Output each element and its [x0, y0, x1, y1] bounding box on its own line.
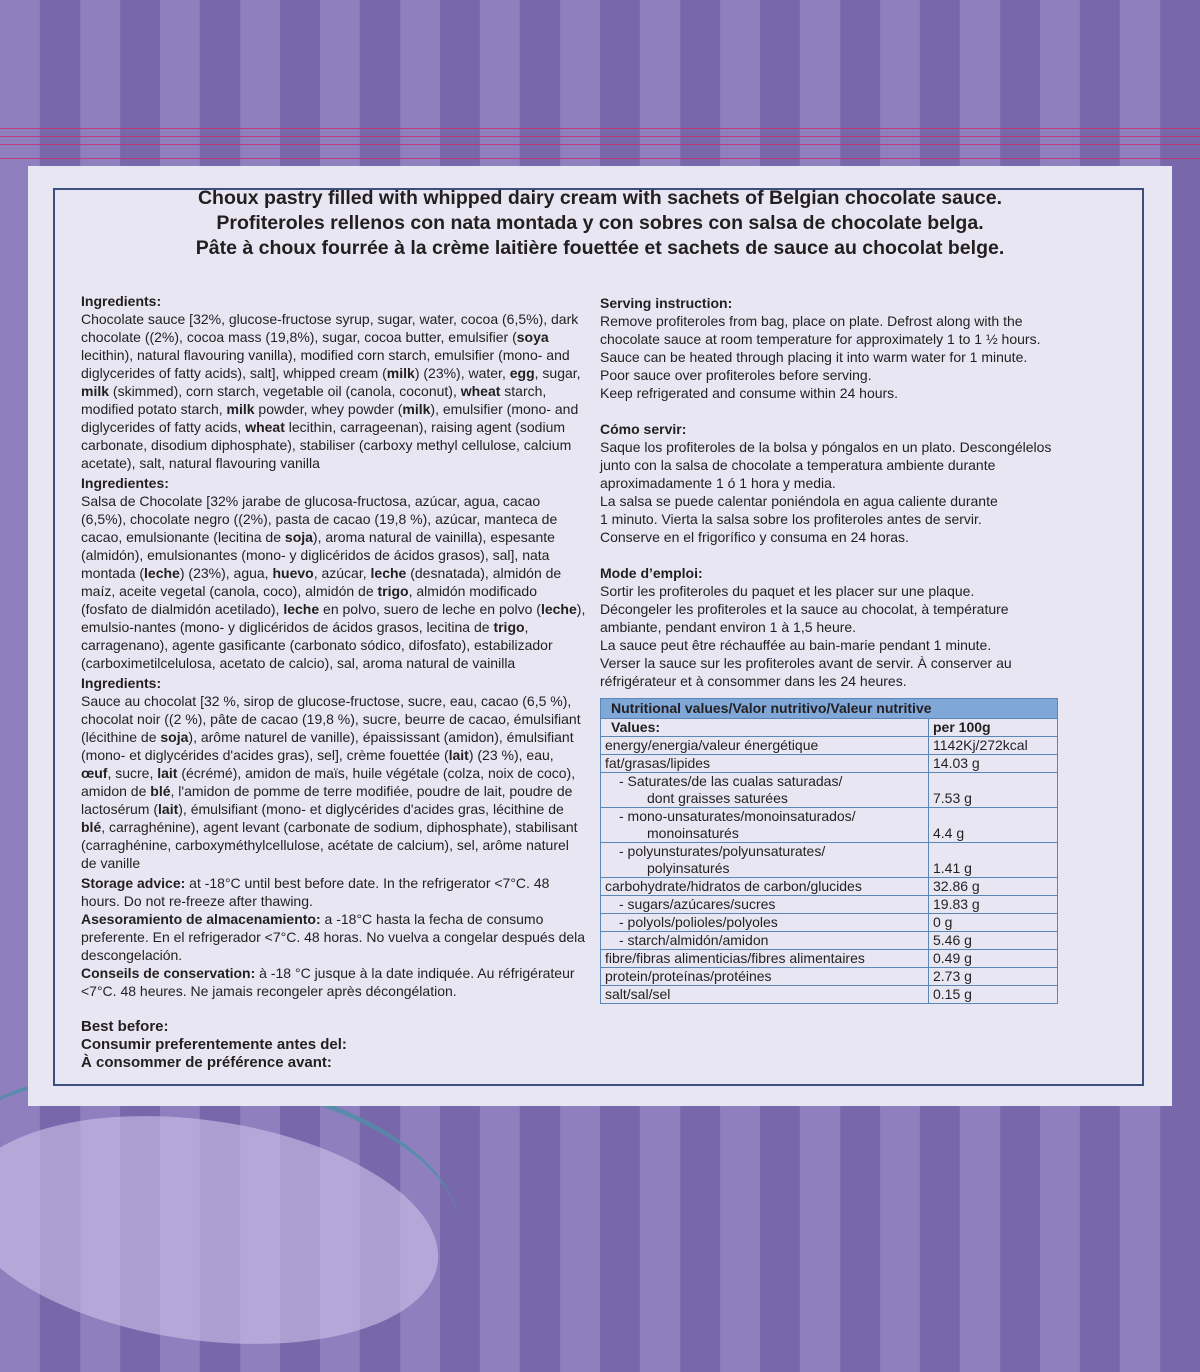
ingredients-fragment: ) (23%), agua, — [179, 565, 273, 581]
nutrient-label-cont: polyinsaturés — [647, 860, 730, 876]
ingredients-fragment: ), emulsifier (mono- and diglycerides of fatty acids, — [81, 401, 579, 435]
nutrient-name — [601, 950, 929, 968]
ingredients-fragment: ), aroma natural de vainilla), espesante (almidón), emulsionantes (mono- y diglicéridos de ácidos grasos), sal], nata montada ( — [81, 529, 555, 581]
ingredients-fragment: , azúcar, — [313, 565, 371, 581]
nutrient-value: 1142Kj/272kcal — [929, 737, 1058, 755]
allergen: milk — [386, 365, 415, 381]
nutrient-label: protein/proteínas/protéines — [605, 968, 772, 984]
nutrition-row — [601, 932, 1058, 950]
nutrition-row — [601, 950, 1058, 968]
nutrient-value: 0.49 g — [929, 950, 1058, 968]
allergen: leche — [540, 601, 577, 617]
nutrient-label: - sugars/azúcares/sucres — [619, 896, 776, 912]
nutrient-label: - Saturates/de las cualas saturadas/ — [619, 773, 843, 789]
allergen: milk — [81, 383, 110, 399]
nutrient-label-cont: dont graisses saturées — [647, 790, 788, 806]
serving-block — [600, 420, 1070, 546]
best-before-es: Consumir preferentemente antes del: — [81, 1036, 347, 1053]
ingredients-fragment: Salsa de Chocolate [32% jarabe de glucosa-fructosa, azúcar, agua, cacao (6,5%), chocolate negro ((2%), pasta de cacao (19,8 %), azúcar, manteca de cacao, emulsionante (lecitina de — [81, 493, 558, 545]
ingredients-fragment: en polvo, suero de leche en polvo ( — [319, 601, 541, 617]
ingredients-fragment: starch, modified potato starch, — [81, 383, 547, 417]
nutrient-value: 32.86 g — [929, 878, 1058, 896]
allergen: œuf — [81, 765, 108, 781]
nutrient-name — [601, 896, 929, 914]
ingredients-blocks — [81, 292, 586, 872]
nutrition-row — [601, 808, 1058, 843]
nutrient-label: salt/sal/sel — [605, 986, 671, 1002]
nutrient-value: 4.4 g — [929, 808, 1058, 843]
allergen: huevo — [272, 565, 314, 581]
ingredients-fragment: , carragenano), agente gasificante (carbonato sódico, difosfato), estabilizador (carboximetilcelulosa, acetato de calcio), sal, aroma natural de vainilla — [81, 619, 553, 671]
ingredients-fragment: , almidón modificado (fosfato de dialmidón acetilado), — [81, 583, 538, 617]
nutrient-label: carbohydrate/hidratos de carbon/glucides — [605, 878, 862, 894]
nutrient-value: 19.83 g — [929, 896, 1058, 914]
nutrient-label: fat/grasas/lipides — [605, 755, 711, 771]
storage-en: Storage advice: at -18°C until best before date. In the refrigerator <7°C. 48 hours. Do not re-freeze after thawing. — [81, 875, 550, 909]
storage-advice — [81, 874, 586, 1000]
nutrient-label: fibre/fibras alimenticias/fibres alimentaires — [605, 950, 865, 966]
best-before-en: Best before: — [81, 1018, 169, 1035]
nutrient-name — [601, 986, 929, 1004]
serving-line: Saque los profiteroles de la bolsa y póngalos en un plato. Descongélelos — [600, 439, 1052, 455]
allergen: milk — [226, 401, 255, 417]
ingredients-text — [81, 492, 586, 672]
serving-line: Sortir les profiteroles du paquet et les placer sur une plaque. — [600, 583, 975, 599]
nutrition-row — [601, 986, 1058, 1004]
serving-heading: Serving instruction: — [600, 295, 733, 311]
ingredients-heading: Ingredientes: — [81, 475, 169, 491]
nutrient-name — [601, 843, 929, 878]
serving-line: Keep refrigerated and consume within 24 hours. — [600, 385, 899, 401]
ingredients-text — [81, 692, 586, 872]
serving-line: La salsa se puede calentar poniéndola en agua caliente durante — [600, 493, 998, 509]
nutrient-name — [601, 737, 929, 755]
serving-line: Poor sauce over profiteroles before serving. — [600, 367, 872, 383]
nutrient-value: 0.15 g — [929, 986, 1058, 1004]
nutrient-value: 2.73 g — [929, 968, 1058, 986]
allergen: blé — [150, 783, 171, 799]
right-column — [600, 294, 1070, 1004]
ingredients-fragment: ), émulsifiant (mono- et diglycérides d'acides gras, lécithine de — [178, 801, 564, 817]
serving-line: aproximadamente 1 ó 1 hora y media. — [600, 475, 836, 491]
nutrient-label: - polyols/polioles/polyoles — [619, 914, 778, 930]
allergen: lait — [448, 747, 469, 763]
serving-block — [600, 294, 1070, 402]
ingredients-fragment: ) (23%), water, — [414, 365, 510, 381]
allergen: trigo — [493, 619, 525, 635]
nutrient-label: - mono-unsaturates/monoinsaturados/ — [619, 808, 856, 824]
nutrient-name — [601, 932, 929, 950]
ingredients-fragment: Sauce au chocolat [32 %, sirop de glucose-fructose, sucre, eau, cacao (6,5 %), chocolat noir ((2 %), pâte de cacao (19,8 %), sucre, beurre de cacao, émulsifiant (lécithine de — [81, 693, 581, 745]
allergen: soja — [160, 729, 189, 745]
nutrition-table — [600, 698, 1058, 1004]
product-label — [28, 166, 1172, 1106]
best-before — [81, 1018, 586, 1072]
title-es: Profiteroles rellenos con nata montada y con sobres con salsa de chocolate belga. — [216, 212, 984, 234]
ingredients-fragment: (écrémé), amidon de maïs, huile végétale (colza, noix de coco), amidon de — [81, 765, 576, 799]
nutrition-col-values: Values: — [601, 719, 929, 737]
serving-line: junto con la salsa de chocolate a temperatura ambiente durante — [600, 457, 996, 473]
title-fr: Pâte à choux fourrée à la crème laitière fouettée et sachets de sauce au chocolat belge. — [195, 237, 1005, 259]
nutrition-row — [601, 878, 1058, 896]
serving-line: Sauce can be heated through placing it into warm water for 1 minute. — [600, 349, 1028, 365]
nutrition-title: Nutritional values/Valor nutritivo/Valeur nutritive — [601, 699, 1058, 719]
title-en: Choux pastry filled with whipped dairy cream with sachets of Belgian chocolate sauce. — [197, 187, 1003, 209]
nutrient-value: 5.46 g — [929, 932, 1058, 950]
nutrient-value: 1.41 g — [929, 843, 1058, 878]
ingredients-heading: Ingredients: — [81, 293, 162, 309]
ingredients-text — [81, 310, 586, 472]
ingredients-fragment: lecithin), natural flavouring vanilla), modified corn starch, emulsifier (mono- and diglycerides of fatty acids), salt], whipped cream ( — [81, 347, 570, 381]
ingredients-fragment: (skimmed), corn starch, vegetable oil (canola, coconut), — [109, 383, 461, 399]
allergen: egg — [509, 365, 535, 381]
nutrient-name — [601, 808, 929, 843]
ingredients-block — [81, 474, 586, 672]
serving-line: Décongeler les profiteroles et la sauce au chocolat, à température — [600, 601, 1009, 617]
nutrition-row — [601, 896, 1058, 914]
allergen: lait — [158, 801, 179, 817]
ingredients-block — [81, 674, 586, 872]
ingredients-fragment: lecithin, carrageenan), raising agent (sodium carbonate, disodium diphosphate), stabiliser (carboxy methyl cellulose, calcium acetate), salt, natural flavouring vanilla — [81, 419, 572, 471]
nutrient-label: - starch/almidón/amidon — [619, 932, 769, 948]
nutrition-row — [601, 755, 1058, 773]
allergen: soya — [516, 329, 549, 345]
allergen: blé — [81, 819, 102, 835]
serving-line: Verser la sauce sur les profiteroles avant de servir. À conserver au — [600, 655, 1012, 671]
ingredients-fragment: , carraghénine), agent levant (carbonate de sodium, diphosphate), stabilisant (carraghénine, carboxyméthylcellulose, acétate de calcium), sel, arôme naturel de vanille — [81, 819, 578, 871]
ingredients-fragment: , l'amidon de pomme de terre modifiée, poudre de lait, poudre de lactosérum ( — [81, 783, 573, 817]
serving-heading: Cómo servir: — [600, 421, 687, 437]
nutrition-row — [601, 737, 1058, 755]
nutrition-row — [601, 843, 1058, 878]
ingredients-fragment: , sugar, — [534, 365, 581, 381]
ingredients-block — [81, 292, 586, 472]
serving-line: ambiante, pendant environ 1 à 1,5 heure. — [600, 619, 857, 635]
ingredients-fragment: ), emulsio-nantes (mono- y diglicéridos de ácidos grasos, lecitina de — [81, 601, 586, 635]
nutrient-name — [601, 878, 929, 896]
storage-fr: Conseils de conservation: à -18 °C jusque à la date indiquée. Au réfrigérateur <7°C. 48 heures. Ne jamais recongeler après décongélation. — [81, 965, 575, 999]
allergen: milk — [402, 401, 431, 417]
nutrition-row — [601, 914, 1058, 932]
serving-heading: Mode d’emploi: — [600, 565, 703, 581]
serving-line: Conserve en el frigorífico y consuma en 24 horas. — [600, 529, 909, 545]
serving-line: chocolate sauce at room temperature for approximately 1 to 1 ½ hours. — [600, 331, 1041, 347]
ingredients-fragment: ) (23 %), eau, — [468, 747, 554, 763]
serving-line: Remove profiteroles from bag, place on plate. Defrost along with the — [600, 313, 1023, 329]
nutrient-name — [601, 914, 929, 932]
ingredients-fragment: , sucre, — [107, 765, 158, 781]
serving-line: La sauce peut être réchauffée au bain-marie pendant 1 minute. — [600, 637, 992, 653]
allergen: leche — [370, 565, 407, 581]
allergen: leche — [144, 565, 180, 581]
nutrient-name — [601, 755, 929, 773]
allergen: leche — [283, 601, 320, 617]
nutrient-name — [601, 968, 929, 986]
allergen: soja — [284, 529, 313, 545]
ingredients-heading: Ingredients: — [81, 675, 162, 691]
left-column — [81, 292, 586, 1072]
product-titles — [28, 186, 1172, 261]
best-before-fr: À consommer de préférence avant: — [81, 1054, 332, 1071]
nutrition-row — [601, 968, 1058, 986]
nutrient-value: 7.53 g — [929, 773, 1058, 808]
storage-es: Asesoramiento de almacenamiento: a -18°C hasta la fecha de consumo preferente. En el refrigerador <7°C. 48 horas. No vuelva a congelar después dela descongelación. — [81, 911, 586, 963]
nutrition-col-per: per 100g — [929, 719, 1058, 737]
ingredients-fragment: powder, whey powder ( — [254, 401, 403, 417]
serving-line: réfrigérateur et à consommer dans les 24 heures. — [600, 673, 907, 689]
nutrient-label: - polyunsturates/polyunsaturates/ — [619, 843, 826, 859]
serving-block — [600, 564, 1070, 690]
allergen: wheat — [460, 383, 501, 399]
nutrient-label: energy/energia/valeur énergétique — [605, 737, 819, 753]
allergen: trigo — [377, 583, 409, 599]
serving-line: 1 minuto. Vierta la salsa sobre los profiteroles antes de servir. — [600, 511, 982, 527]
ingredients-fragment: ), arôme naturel de vanille), épaississant (amidon), émulsifiant (mono- et diglycérides d'acides gras), sel], crème fouettée ( — [81, 729, 574, 763]
allergen: lait — [157, 765, 178, 781]
nutrient-value: 0 g — [929, 914, 1058, 932]
ingredients-fragment: Chocolate sauce [32%, glucose-fructose syrup, sugar, water, cocoa (6,5%), dark chocolate ((2%), cocoa mass (19,8%), sugar, cocoa butter, emulsifier ( — [81, 311, 579, 345]
nutrient-value: 14.03 g — [929, 755, 1058, 773]
ingredients-fragment: (desnatada), almidón de maíz, aceite vegetal (canola, coco), almidón de — [81, 565, 562, 599]
nutrition-row — [601, 773, 1058, 808]
nutrient-name — [601, 773, 929, 808]
allergen: wheat — [245, 419, 285, 435]
serving-instructions — [600, 294, 1070, 690]
nutrient-label-cont: monoinsaturés — [647, 825, 739, 841]
